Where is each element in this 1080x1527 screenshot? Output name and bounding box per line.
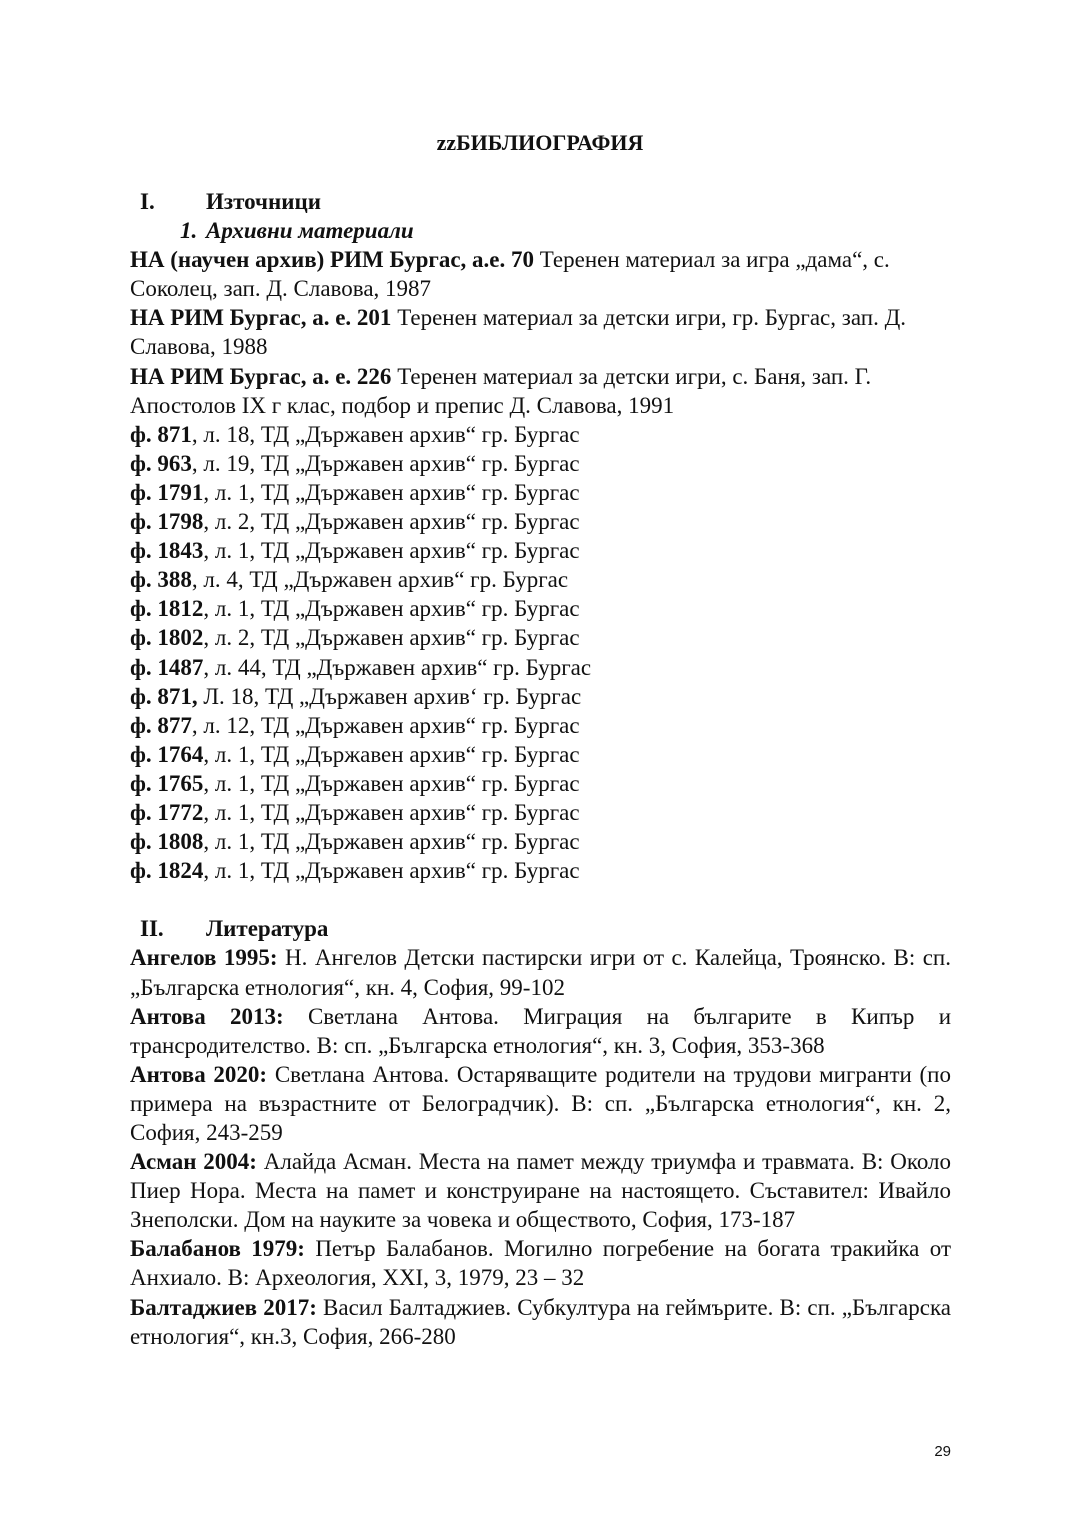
entry-key: ф. 1808: [130, 829, 204, 855]
subsection-heading-archives: [130, 216, 951, 245]
entry-text: Васил Балтаджиев. Субкултура на геймърите. В: сп. „Българска етнология“, кн.3, София, 266-280: [130, 1294, 951, 1349]
section-number: I.: [140, 189, 155, 214]
archive-entry: [130, 536, 951, 565]
entry-text: , л. 2, ТД „Държавен архив“ гр. Бургас: [203, 625, 580, 651]
subsection-title: Архивни материали: [206, 218, 414, 244]
page-title: zzБИБЛИОГРАФИЯ: [436, 130, 644, 155]
entry-key: Асман 2004:: [130, 1149, 257, 1175]
entry-text: , л. 1, ТД „Държавен архив“ гр. Бургас: [203, 596, 580, 622]
entry-key: ф. 1798: [130, 509, 204, 535]
entry-key: ф. 1487: [130, 654, 204, 680]
entry-key: НА (научен архив) РИМ Бургас, а.е. 70: [130, 247, 534, 273]
archive-entry: [130, 420, 951, 449]
entry-text: Алайда Асман. Места на памет между триумфа и травмата. В: Около Пиер Нора. Места на памет и конструиране на настоящето. Съставител: Ивайло Знеполски. Дом на науките за човека и обществото, София, 173-187: [130, 1149, 951, 1233]
entry-key: Балтаджиев 2017:: [130, 1294, 317, 1320]
literature-entry: [130, 1234, 951, 1292]
entry-key: ф. 963: [130, 450, 192, 476]
entry-key: ф. 1772: [130, 799, 204, 825]
section-spacer: [130, 885, 951, 914]
entry-text: , л. 1, ТД „Държавен архив“ гр. Бургас: [203, 770, 580, 796]
entry-text: , л. 18, ТД „Държавен архив“ гр. Бургас: [191, 421, 580, 447]
entry-text: , л. 2, ТД „Държавен архив“ гр. Бургас: [203, 509, 580, 535]
entry-key: ф. 1764: [130, 741, 204, 767]
archive-entry: [130, 362, 951, 420]
entry-key: ф. 388: [130, 567, 192, 593]
archive-entry: [130, 653, 951, 682]
entry-key: ф. 1843: [130, 538, 204, 564]
literature-entry: [130, 943, 951, 1001]
entry-text: , л. 1, ТД „Държавен архив“ гр. Бургас: [203, 799, 580, 825]
archive-entry: [130, 478, 951, 507]
entry-text: , л. 19, ТД „Държавен архив“ гр. Бургас: [191, 450, 580, 476]
entry-text: , л. 1, ТД „Държавен архив“ гр. Бургас: [203, 858, 580, 884]
archive-entry: [130, 740, 951, 769]
entry-text: , л. 4, ТД „Държавен архив“ гр. Бургас: [191, 567, 569, 593]
entry-key: ф. 1791: [130, 479, 204, 505]
entry-key: ф. 1824: [130, 858, 204, 884]
entry-text: Светлана Антова. Остаряващите родители на трудови мигранти (по примера на възрастните от Белоградчик). В: сп. „Българска етнология“, кн. 2, София, 243-259: [130, 1061, 951, 1145]
entry-key: ф. 877: [130, 712, 192, 738]
entry-key: Антова 2020:: [130, 1061, 268, 1087]
archive-entry: [130, 682, 951, 711]
entry-text: Н. Ангелов Детски пастирски игри от с. Калейца, Троянско. В: сп. „Българска етнология“, кн. 4, София, 99-102: [130, 945, 951, 1000]
archive-entry: [130, 623, 951, 652]
archive-entry: [130, 303, 951, 361]
entry-text: Теренен материал за детски игри, с. Баня, зап. Г. Апостолов IX г клас, подбор и препис Д. Славова, 1991: [130, 363, 872, 418]
subsection-number: 1.: [180, 218, 198, 244]
entry-text: , л. 1, ТД „Държавен архив“ гр. Бургас: [203, 479, 580, 505]
entry-key: ф. 1812: [130, 596, 204, 622]
entry-key: ф. 1802: [130, 625, 204, 651]
entry-text: , л. 1, ТД „Държавен архив“ гр. Бургас: [203, 741, 580, 767]
archive-entry: [130, 711, 951, 740]
entry-key: ф. 871: [130, 421, 192, 447]
archive-entry: [130, 856, 951, 885]
entry-text: , л. 1, ТД „Държавен архив“ гр. Бургас: [203, 829, 580, 855]
entry-key: ф. 1765: [130, 770, 204, 796]
entry-text: , л. 44, ТД „Държавен архив“ гр. Бургас: [203, 654, 592, 680]
archive-entry: [130, 507, 951, 536]
entry-key: НА РИМ Бургас, а. е. 201: [130, 305, 392, 331]
section-heading-literature: [130, 914, 951, 943]
archive-entry: [130, 245, 951, 303]
archive-entry: [130, 449, 951, 478]
bibliography-body: [130, 187, 951, 1351]
section-title: Литература: [206, 916, 329, 942]
literature-entry: [130, 1002, 951, 1060]
entry-text: Теренен материал за детски игри, гр. Бургас, зап. Д. Славова, 1988: [130, 305, 907, 360]
literature-entry: [130, 1147, 951, 1234]
section-title: Източници: [206, 189, 322, 214]
literature-entry: [130, 1293, 951, 1351]
entry-text: Л. 18, ТД „Държавен архив‘ гр. Бургас: [197, 683, 582, 709]
literature-entry: [130, 1060, 951, 1147]
archive-entry: [130, 594, 951, 623]
section-heading-sources: [130, 187, 951, 216]
archive-entry: [130, 769, 951, 798]
archive-entry: [130, 565, 951, 594]
archive-entry: [130, 798, 951, 827]
archive-entry: [130, 827, 951, 856]
entry-text: Петър Балабанов. Могилно погребение на богата тракийка от Анхиало. В: Археология, XXI, 3, 1979, 23 – 32: [130, 1236, 952, 1291]
entry-text: Светлана Антова. Миграция на българите в Кипър и трансродителство. В: сп. „Българска етнология“, кн. 3, София, 353-368: [130, 1003, 952, 1058]
entry-key: Балабанов 1979:: [130, 1236, 305, 1262]
entry-key: НА РИМ Бургас, а. е. 226: [130, 363, 392, 389]
entry-key: Ангелов 1995:: [130, 945, 278, 971]
entry-key: ф. 871,: [130, 683, 198, 709]
entry-text: , л. 1, ТД „Държавен архив“ гр. Бургас: [203, 538, 580, 564]
entry-text: , л. 12, ТД „Държавен архив“ гр. Бургас: [191, 712, 580, 738]
entry-key: Антова 2013:: [130, 1003, 284, 1029]
page-number: 29: [934, 1443, 951, 1460]
section-number: II.: [140, 916, 164, 942]
entry-text: Теренен материал за игра „дама“, с. Соколец, зап. Д. Славова, 1987: [130, 247, 890, 302]
